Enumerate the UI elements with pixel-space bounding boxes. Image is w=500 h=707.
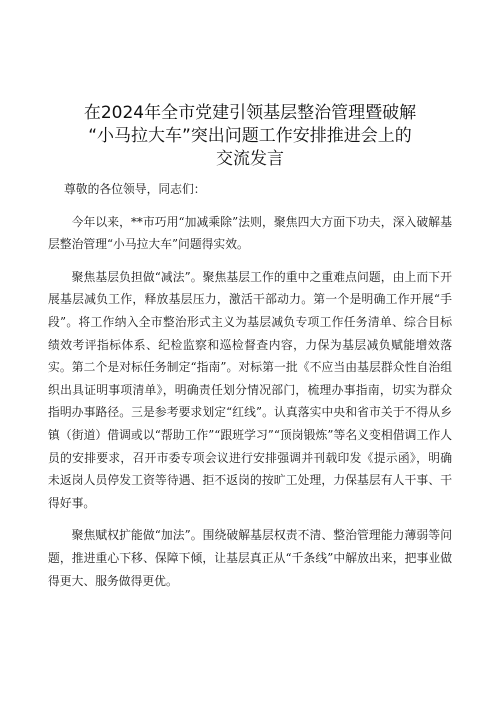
title-line-3: 交流发言	[216, 149, 284, 169]
document-body	[48, 178, 452, 602]
title-line-1: 在2024年全市党建引领基层整治管理暨破解	[83, 103, 417, 123]
document-title	[60, 102, 440, 171]
paragraph-addition: 聚焦赋权扩能做“加法”。围绕破解基层权责不清、整治管理能力薄弱等问题，推进重心下移、保障下倾，让基层真正从“千条线”中解放出来，把事业做得更大、服务做得更优。	[48, 528, 452, 588]
title-line-2: “小马拉大车”突出问题工作安排推进会上的	[88, 126, 412, 146]
paragraph-subtraction: 聚焦基层负担做“减法”。聚焦基层工作的重中之重难点问题，由上而下开展基层减负工作，释放基层压力，激活干部动力。第一个是明确工作开展“手段”。将工作纳入全市整治形式主义为基层减负专项工作任务清单、综合目标绩效考评指标体系、纪检监察和巡检督查内容，力保为基层减负赋能增效落实。第二个是对标任务制定“指南”。对标第一批《不应当由基层群众性自治组织出具证明事项清单》，明确责任划分情况部门，梳理办事指南，切实为群众指明办事路径。三是参考要求划定“红线”。认真落实中央和省市关于不得从乡镇（街道）借调或以“帮助工作”“跟班学习”“顶岗锻炼”等名义变相借调工作人员的安排要求，召开市委专项会议进行安排强调并刊载印发《提示函》，明确未返岗人员停发工资等待遇、拒不返岗的按旷工处理，力保基层有人干事、干得好事。	[48, 269, 452, 510]
paragraph-intro: 今年以来，**市巧用“加减乘除”法则，聚焦四大方面下功夫，深入破解基层整治管理“小马拉大车”问题得实效。	[48, 214, 452, 252]
salutation: 尊敬的各位领导，同志们：	[64, 182, 206, 196]
